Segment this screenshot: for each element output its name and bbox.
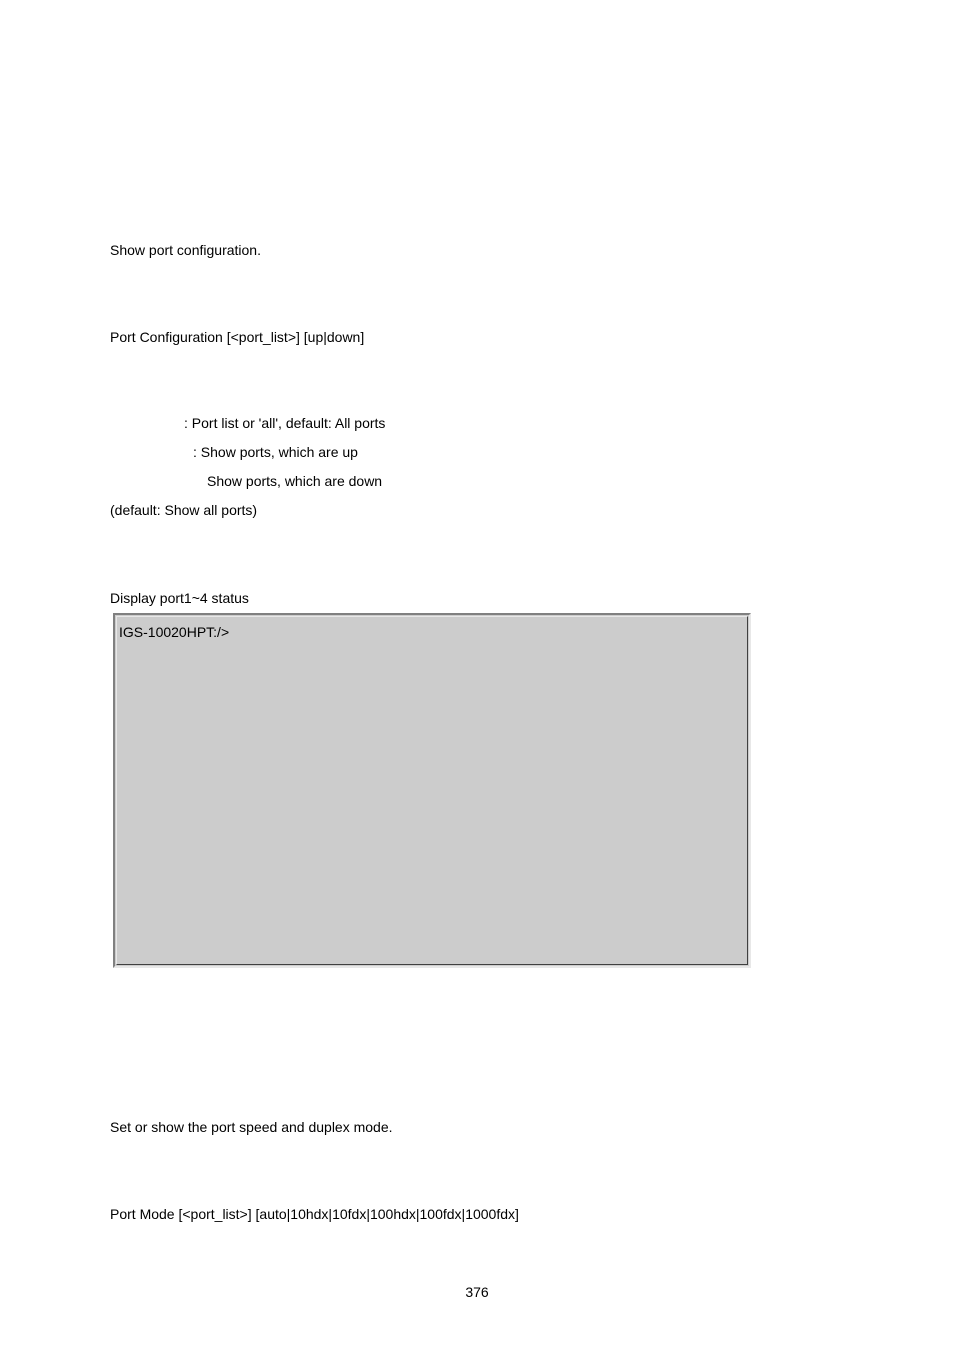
description-port-mode: Set or show the port speed and duplex mode. bbox=[110, 1119, 393, 1135]
terminal-prompt: IGS-10020HPT:/> bbox=[119, 624, 230, 640]
example-caption: Display port1~4 status bbox=[110, 590, 249, 606]
syntax-port-mode: Port Mode [<port_list>] [auto|10hdx|10fdx|100hdx|100fdx|1000fdx] bbox=[110, 1206, 519, 1222]
terminal-bevel bbox=[116, 616, 748, 965]
description-show-port-configuration: Show port configuration. bbox=[110, 242, 261, 258]
param-default-note: (default: Show all ports) bbox=[110, 502, 258, 518]
param-port-list: : Port list or 'all', default: All ports bbox=[184, 415, 386, 431]
param-up: : Show ports, which are up bbox=[193, 444, 358, 460]
page-number: 376 bbox=[465, 1284, 489, 1300]
syntax-port-configuration: Port Configuration [<port_list>] [up|down] bbox=[110, 329, 365, 345]
terminal-example-box bbox=[113, 613, 751, 968]
param-down: Show ports, which are down bbox=[207, 473, 383, 489]
